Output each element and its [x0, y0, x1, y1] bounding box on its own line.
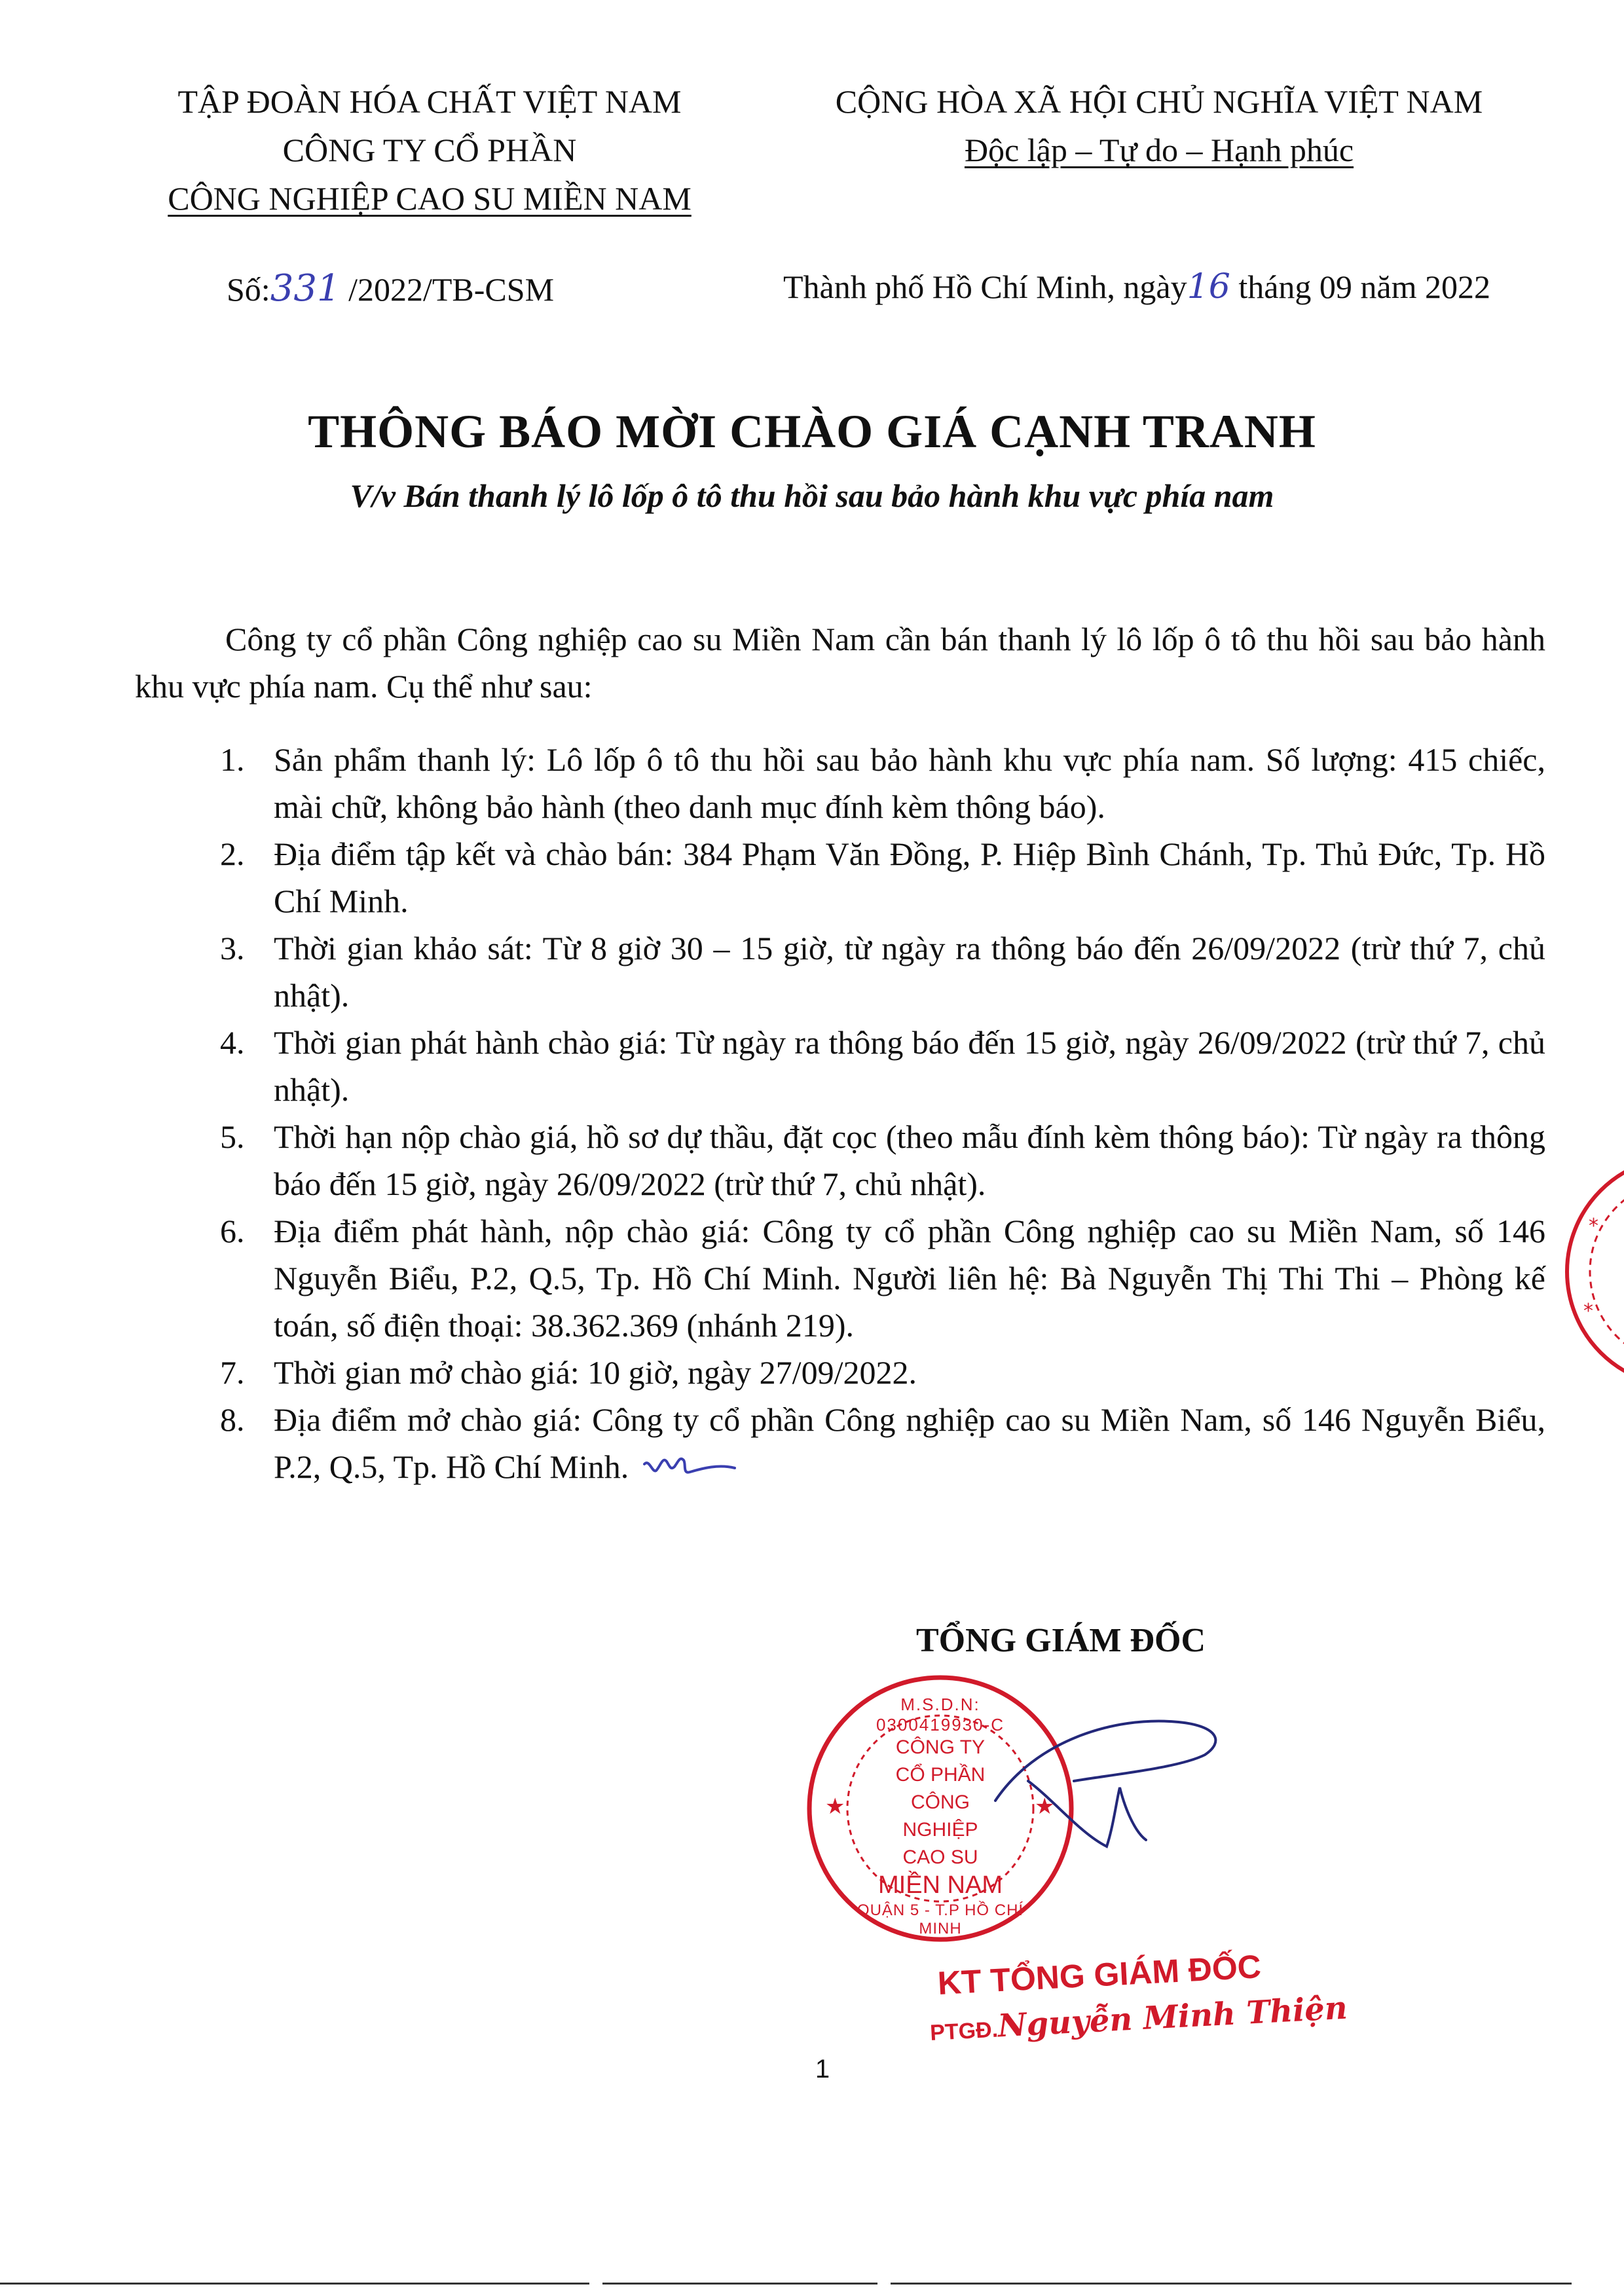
list-item [220, 1349, 1545, 1396]
list-item-text: Địa điểm tập kết và chào bán: 384 Phạm Văn Đồng, P. Hiệp Bình Chánh, Tp. Thủ Đức, Tp. Hồ Chí Minh. [274, 835, 1545, 919]
header-left-group: TẬP ĐOÀN HÓA CHẤT VIỆT NAM [177, 83, 682, 120]
document-date [783, 267, 1490, 306]
list-item [220, 925, 1545, 1019]
footer-rule-right [891, 2283, 1572, 2285]
header-right [753, 77, 1565, 174]
list-item-number: 2. [220, 835, 245, 872]
list-item-text: Thời gian khảo sát: Từ 8 giờ 30 – 15 giờ, từ ngày ra thông báo đến 26/09/2022 (trừ thứ 7, chủ nhật). [274, 930, 1545, 1014]
list-item-text: Thời hạn nộp chào giá, hồ sơ dự thầu, đặt cọc (theo mẫu đính kèm thông báo): Từ ngày ra thông báo đến 15 giờ, ngày 26/09/2022 (trừ thứ 7, chủ nhật). [274, 1118, 1545, 1202]
stamp-line-3: CÔNG NGHIỆP [902, 1791, 978, 1841]
svg-text:*: * [1583, 1300, 1593, 1323]
stamp-ring-top: M.S.D.N: 0300419930-C [876, 1695, 1005, 1735]
partial-stamp-icon [1557, 1154, 1624, 1396]
header-left-company: CÔNG TY CỔ PHẦN [282, 132, 577, 168]
svg-text:★: ★ [825, 1793, 845, 1820]
document-number-suffix: /2022/TB-CSM [340, 271, 555, 308]
header-left [109, 77, 750, 223]
list-item-number: 5. [220, 1118, 245, 1155]
initials-mark-icon [640, 1444, 739, 1496]
list-item-number: 6. [220, 1213, 245, 1249]
list-item-number: 1. [220, 741, 245, 778]
document-number-prefix: Số: [227, 271, 270, 308]
stamp-line-4: CAO SU [902, 1846, 978, 1868]
national-motto: Độc lập – Tự do – Hạnh phúc [964, 132, 1354, 168]
handwritten-day: 16 [1187, 267, 1230, 306]
stamp-line-2: CỔ PHẦN [895, 1764, 986, 1786]
list-item-text: Sản phẩm thanh lý: Lô lốp ô tô thu hồi sau bảo hành khu vực phía nam. Số lượng: 415 chiếc, mài chữ, không bảo hành (theo danh mục đính kèm thông báo). [274, 741, 1545, 825]
national-title: CỘNG HÒA XÃ HỘI CHỦ NGHĨA VIỆT NAM [835, 83, 1483, 120]
svg-text:*: * [1589, 1215, 1598, 1238]
list-item [220, 1396, 1545, 1496]
list-item-number: 4. [220, 1024, 245, 1061]
document-number [227, 267, 554, 310]
ptgd-prefix: PTGĐ. [929, 2017, 999, 2046]
list-item-number: 7. [220, 1354, 245, 1391]
list-item-text: Địa điểm phát hành, nộp chào giá: Công ty cổ phần Công nghiệp cao su Miền Nam, số 146 Nguyễn Biểu, P.2, Q.5, Tp. Hồ Chí Minh. Người liên hệ: Bà Nguyễn Thị Thi Thi – Phòng kế toán, số điện thoại: 38.362.369 (nhánh 219). [274, 1213, 1545, 1344]
signatory-title: TỔNG GIÁM ĐỐC [916, 1622, 1206, 1659]
intro-paragraph: Công ty cổ phần Công nghiệp cao su Miền Nam cần bán thanh lý lô lốp ô tô thu hồi sau bảo hành khu vực phía nam. Cụ thể như sau: [135, 621, 1545, 705]
list-item [220, 736, 1545, 830]
ptgd-name: Nguyễn Minh Thiện [997, 1989, 1349, 2045]
stamp-line-5: MIỀN NAM [878, 1871, 1003, 1899]
deputy-signatory-title: KT TỔNG GIÁM ĐỐC [936, 1948, 1263, 2002]
list-item-text: Địa điểm mở chào giá: Công ty cổ phần Công nghiệp cao su Miền Nam, số 146 Nguyễn Biểu, P.2, Q.5, Tp. Hồ Chí Minh. [274, 1401, 1545, 1485]
document-subtitle: V/v Bán thanh lý lô lốp ô tô thu hồi sau bảo hành khu vực phía nam [350, 477, 1274, 514]
stamp-ring-bottom: QUẬN 5 - T.P HỒ CHÍ MINH [857, 1901, 1024, 1937]
svg-text:★: ★ [1035, 1793, 1055, 1820]
list-item-text: Thời gian mở chào giá: 10 giờ, ngày 27/09/2022. [274, 1354, 917, 1391]
footer-rule-left [0, 2283, 589, 2285]
list-item-text: Thời gian phát hành chào giá: Từ ngày ra thông báo đến 15 giờ, ngày 26/09/2022 (trừ thứ 7, chủ nhật). [274, 1024, 1545, 1108]
list-item [220, 1019, 1545, 1113]
footer-rule-mid [602, 2283, 877, 2285]
handwritten-document-number: 331 [270, 267, 341, 310]
stamp-line-1: CÔNG TY [895, 1736, 986, 1758]
document-date-prefix: Thành phố Hồ Chí Minh, ngày [783, 268, 1187, 305]
list-item-number: 8. [220, 1401, 245, 1438]
list-item [220, 1113, 1545, 1207]
items-list [220, 736, 1545, 1496]
list-item [220, 830, 1545, 925]
list-item [220, 1207, 1545, 1349]
header-left-company-name: CÔNG NGHIỆP CAO SU MIỀN NAM [168, 180, 692, 217]
document-date-suffix: tháng 09 năm 2022 [1230, 268, 1490, 305]
page-number: 1 [815, 2055, 830, 2084]
list-item-number: 3. [220, 930, 245, 966]
signature-icon [982, 1702, 1231, 1860]
document-title: THÔNG BÁO MỜI CHÀO GIÁ CẠNH TRANH [308, 405, 1316, 458]
